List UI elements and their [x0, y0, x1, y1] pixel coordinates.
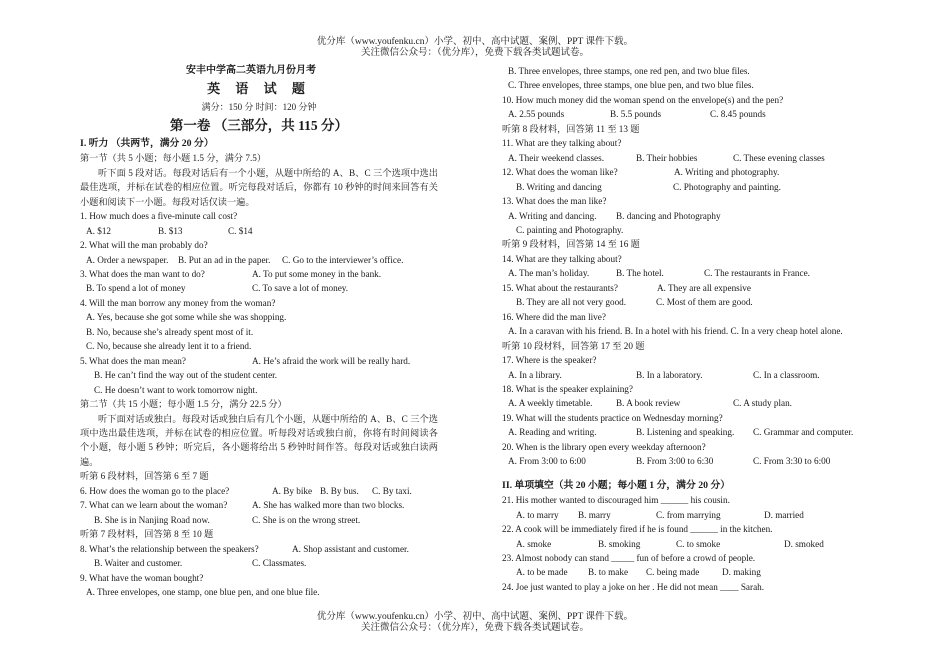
option: C. By taxi. [372, 485, 412, 496]
option: B. From 3:00 to 6:30 [636, 456, 714, 467]
option: A. to marry [516, 509, 559, 520]
option: B. to make [588, 567, 629, 578]
footer-line-1: 优分库（www.youfenku.cn）小学、初中、高中试题、案例、PPT 课件下载。 [316, 612, 634, 622]
option: A. In a library. [508, 369, 562, 380]
question-5-row [80, 354, 438, 368]
option: B. In a laboratory. [636, 369, 703, 380]
question-12-row [502, 165, 860, 179]
right-column [502, 64, 860, 594]
question-18-options [502, 396, 860, 410]
option: A. She has walked more than two blocks. [252, 500, 405, 511]
option: A. To put some money in the bank. [252, 268, 382, 279]
exam-subject: 英 语 试 题 [207, 81, 311, 97]
option: A. By bike [272, 485, 313, 496]
question-2: 2. What will the man probably do? [80, 240, 208, 251]
option: B. The hotel. [616, 268, 664, 279]
question-6-row [80, 484, 438, 498]
part-one-title: 第一卷 （三部分，共 115 分） [169, 117, 349, 133]
question-23: 23. Almost nobody can stand _____ fun of before a crowd of people. [502, 552, 756, 563]
option: A. Three envelopes, one stamp, one blue pen, and one blue file. [86, 586, 320, 597]
question-3: 3. What does the man want to do? [80, 268, 205, 279]
question-12-options [502, 180, 860, 194]
option: C. Photography and painting. [673, 181, 781, 192]
section-1-heading: 第一节（共 5 小题；每小题 1.5 分，满分 7.5） [80, 153, 267, 164]
score-time: 满分：150 分 时间：120 分钟 [201, 102, 317, 113]
option: A. Their weekend classes. [508, 152, 605, 163]
option: A. Writing and photography. [674, 167, 780, 178]
option: B. A book review [616, 398, 681, 409]
option: A. They are all expensive [657, 282, 751, 293]
option: A. $12 [86, 225, 112, 236]
option: C. painting and Photography. [516, 224, 624, 235]
question-8-row [80, 542, 438, 556]
option: D. married [764, 509, 804, 520]
question-20-options [502, 454, 860, 468]
option: A. Yes, because she got some while she was shopping. [86, 312, 287, 323]
left-column [80, 64, 438, 599]
option: B. smoking [598, 538, 641, 549]
option: B. Listening and speaking. [636, 427, 735, 438]
option: C. These evening classes [733, 152, 825, 163]
question-22-options [502, 537, 860, 551]
option: C. From 3:30 to 6:00 [753, 456, 831, 467]
option: C. In a classroom. [753, 369, 820, 380]
option: D. making [722, 567, 761, 578]
question-8: 8. What’s the relationship between the speakers? [80, 543, 259, 554]
option: B. marry [578, 509, 611, 520]
question-14-options [502, 266, 860, 280]
question-4: 4. Will the man borrow any money from the woman? [80, 297, 276, 308]
page-footer [0, 612, 950, 634]
question-10: 10. How much money did the woman spend on the envelope(s) and the pen? [502, 94, 784, 105]
option: D. smoked [784, 538, 824, 549]
option: C. Three envelopes, three stamps, one blue pen, and two blue files. [508, 80, 754, 91]
option: C. 8.45 pounds [710, 109, 766, 120]
question-15-row [502, 281, 860, 295]
listening-heading: I. 听力 （共两节，满分 20 分） [80, 137, 214, 149]
question-11-options [502, 151, 860, 165]
option: B. dancing and Photography [616, 210, 721, 221]
option: B. 5.5 pounds [610, 109, 662, 120]
question-6: 6. How does the woman go to the place? [80, 485, 230, 496]
question-19: 19. What will the students practice on Wednesday morning? [502, 412, 723, 423]
option: C. Grammar and computer. [753, 427, 854, 438]
question-22: 22. A cook will be immediately fired if he is found ______ in the kitchen. [502, 524, 773, 535]
option: B. Waiter and customer. [94, 558, 183, 569]
option: C. No, because she already lent it to a friend. [86, 341, 252, 352]
option: C. $14 [228, 225, 253, 236]
question-15-options [502, 295, 860, 309]
option: B. Their hobbies [636, 152, 698, 163]
question-21-options [502, 508, 860, 522]
question-20: 20. When is the library open every weekday afternoon? [502, 441, 706, 452]
footer-line-2: 关注微信公众号：（优分库），免费下载各类试题试卷。 [360, 623, 589, 633]
option: B. By bus. [320, 485, 359, 496]
option: C. from marrying [656, 509, 721, 520]
question-14: 14. What are they talking about? [502, 253, 622, 264]
option: C. Most of them are good. [656, 297, 753, 308]
question-17-options [502, 368, 860, 382]
question-3-options [80, 281, 438, 295]
question-7-row [80, 498, 438, 512]
question-1: 1. How much does a five-minute call cost? [80, 211, 238, 222]
question-1-options [80, 224, 438, 238]
option: B. She is in Nanjing Road now. [94, 514, 210, 525]
option: C. She is on the wrong street. [252, 514, 361, 525]
question-11: 11. What are they talking about? [502, 138, 622, 149]
option: A. From 3:00 to 6:00 [508, 456, 586, 467]
page-header [0, 37, 950, 59]
question-13-options [502, 209, 860, 223]
question-19-options [502, 425, 860, 439]
header-line-1: 优分库（www.youfenku.cn）小学、初中、高中试题、案例、PPT 课件下载。 [316, 37, 634, 47]
option: C. He doesn’t want to work tomorrow night. [94, 384, 258, 395]
option: A. smoke [516, 538, 552, 549]
question-9: 9. What have the woman bought? [80, 572, 204, 583]
question-12: 12. What does the woman like? [502, 167, 618, 178]
option: B. Put an ad in the paper. [178, 254, 271, 265]
material-8-note: 听第 8 段材料，回答第 11 至 13 题 [502, 123, 640, 134]
question-21: 21. His mother wanted to discouraged him ______ his cousin. [502, 495, 730, 506]
option: B. He can’t find the way out of the student center. [94, 370, 278, 381]
cloze-heading: II. 单项填空（共 20 小题；每小题 1 分，满分 20 分） [502, 479, 731, 491]
option: A. 2.55 pounds [508, 109, 565, 120]
option: A. Reading and writing. [508, 427, 597, 438]
option: C. Classmates. [252, 558, 307, 569]
option: C. A study plan. [733, 398, 792, 409]
question-16: 16. Where did the man live? [502, 311, 606, 322]
question-16-options: A. In a caravan with his friend. B. In a hotel with his friend. C. In a very cheap hotel alone. [508, 326, 843, 337]
option: A. He’s afraid the work will be really hard. [252, 355, 411, 366]
option: C. The restaurants in France. [704, 268, 810, 279]
material-10-note: 听第 10 段材料，回答第 17 至 20 题 [502, 340, 645, 351]
option: A. Shop assistant and customer. [292, 543, 409, 554]
question-5: 5. What does the man mean? [80, 355, 186, 366]
option: C. To save a lot of money. [252, 283, 349, 294]
option: A. to be made [516, 567, 568, 578]
question-7: 7. What can we learn about the woman? [80, 500, 228, 511]
question-10-options [502, 107, 860, 121]
option: B. To spend a lot of money [86, 283, 186, 294]
question-18: 18. What is the speaker explaining? [502, 383, 633, 394]
material-7-note: 听第 7 段材料，回答第 8 至 10 题 [80, 529, 214, 540]
question-24: 24. Joe just wanted to play a joke on her . He did not mean ____ Sarah. [502, 581, 765, 592]
section-2-instructions: 听下面对话或独白。每段对话或独白后有几个小题，从题中所给的 A、B、C 三个选项中选出最佳选项，并标在试卷的相应位置。听每段对话或独白前，你将有时间阅读各个小题，每小题 5 秒钟；听完后，各小题将给出 5 秒钟时间作答。每段对话或独白读两遍。 [80, 413, 438, 467]
question-2-options [80, 253, 438, 267]
question-23-options [502, 565, 860, 579]
question-17: 17. Where is the speaker? [502, 355, 597, 366]
question-3-row [80, 267, 438, 281]
material-9-note: 听第 9 段材料，回答第 14 至 16 题 [502, 239, 640, 250]
question-15: 15. What about the restaurants? [502, 282, 618, 293]
option: B. No, because she’s already spent most of it. [86, 326, 254, 337]
option: A. The man’s holiday. [508, 268, 590, 279]
option: A. Order a newspaper. [86, 254, 169, 265]
spacer [502, 469, 860, 479]
option: B. They are all not very good. [516, 297, 627, 308]
question-13: 13. What does the man like? [502, 196, 607, 207]
option: A. Writing and dancing. [508, 210, 597, 221]
option: B. Writing and dancing [516, 181, 602, 192]
option: B. $13 [158, 225, 183, 236]
header-line-2: 关注微信公众号：（优分库），免费下载各类试题试卷。 [360, 48, 589, 58]
section-2-heading: 第二节（共 15 小题；每小题 1.5 分，满分 22.5 分） [80, 399, 287, 410]
option: A. A weekly timetable. [508, 398, 593, 409]
material-6-note: 听第 6 段材料，回答第 6 至 7 题 [80, 471, 209, 482]
question-7-options [80, 513, 438, 527]
option: B. Three envelopes, three stamps, one red pen, and two blue files. [508, 66, 750, 76]
option: C. to smoke [676, 538, 721, 549]
option: C. being made [646, 567, 700, 578]
exam-title: 安丰中学高二英语九月份月考 [186, 65, 316, 76]
option: C. Go to the interviewer’s office. [282, 254, 404, 265]
section-1-instructions: 听下面 5 段对话。每段对话后有一个小题，从题中所给的 A、B、C 三个选项中选出最佳选项，并标在试卷的相应位置。听完每段对话后，你都有 10 秒钟的时间来回答有关小题和阅读下一小题。每段对话仅读一遍。 [80, 167, 438, 207]
question-8-options [80, 556, 438, 570]
